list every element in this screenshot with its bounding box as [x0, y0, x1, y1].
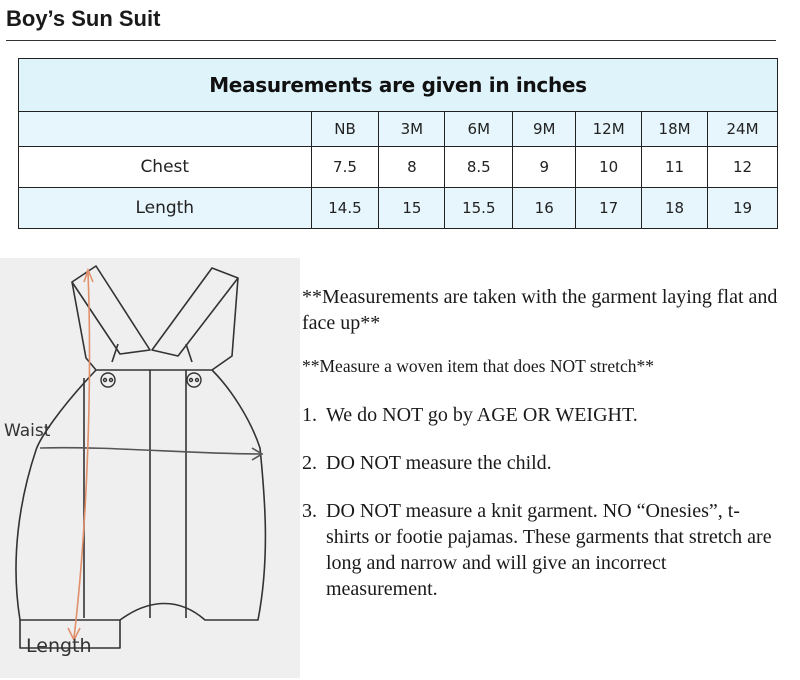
- table-cell: 14.5: [311, 188, 379, 229]
- rules-list: [302, 402, 782, 602]
- table-cell: 8: [379, 147, 445, 188]
- title-divider: [6, 40, 776, 41]
- size-header: 6M: [445, 112, 513, 147]
- size-header: 24M: [708, 112, 778, 147]
- rule-text: We do NOT go by AGE OR WEIGHT.: [326, 404, 638, 426]
- size-header: 12M: [576, 112, 642, 147]
- size-header: NB: [311, 112, 379, 147]
- table-cell: 7.5: [311, 147, 379, 188]
- list-item: [302, 450, 782, 476]
- rule-text: DO NOT measure the child.: [326, 452, 552, 474]
- size-header: 9M: [513, 112, 576, 147]
- list-item: [302, 402, 782, 428]
- woven-note: **Measure a woven item that does NOT stretch**: [302, 356, 655, 376]
- sun-suit-diagram: [0, 258, 300, 678]
- waist-label: Waist: [4, 421, 51, 441]
- row-label: Chest: [19, 147, 312, 188]
- right-strap: [152, 268, 238, 356]
- table-cell: 12: [708, 147, 778, 188]
- table-cell: 19: [708, 188, 778, 229]
- bodice-outline: [72, 278, 238, 370]
- table-cell: 15: [379, 188, 445, 229]
- list-item: [302, 498, 782, 602]
- size-chart-table: [18, 58, 778, 229]
- length-label: Length: [26, 635, 92, 657]
- table-cell: 9: [513, 147, 576, 188]
- romper-outline: [16, 370, 265, 620]
- table-row-length: [19, 188, 778, 229]
- list-number: 1.: [302, 404, 317, 426]
- rule-text: DO NOT measure a knit garment. NO “Onesies”, t-shirts or footie pajamas. These garments that stretch are long and narrow and will give an incorrect measurement.: [326, 500, 772, 600]
- table-caption: Measurements are given in inches: [19, 59, 778, 112]
- table-cell: 11: [642, 147, 708, 188]
- row-label: Length: [19, 188, 312, 229]
- left-strap: [72, 266, 150, 354]
- size-header-row: [19, 112, 778, 147]
- table-cell: 15.5: [445, 188, 513, 229]
- table-cell: 16: [513, 188, 576, 229]
- table-row-chest: [19, 147, 778, 188]
- measurement-instructions: [302, 284, 782, 624]
- list-number: 3.: [302, 500, 317, 522]
- intro-note: **Measurements are taken with the garment laying flat and face up**: [302, 286, 778, 334]
- garment-sketch: [0, 258, 300, 678]
- table-cell: 8.5: [445, 147, 513, 188]
- table-cell: 18: [642, 188, 708, 229]
- size-header: 18M: [642, 112, 708, 147]
- waist-arrow: [40, 448, 262, 460]
- list-number: 2.: [302, 452, 317, 474]
- table-cell: 17: [576, 188, 642, 229]
- table-cell: 10: [576, 147, 642, 188]
- page-title: Boy’s Sun Suit: [6, 6, 161, 31]
- corner-cell: [19, 112, 312, 147]
- size-header: 3M: [379, 112, 445, 147]
